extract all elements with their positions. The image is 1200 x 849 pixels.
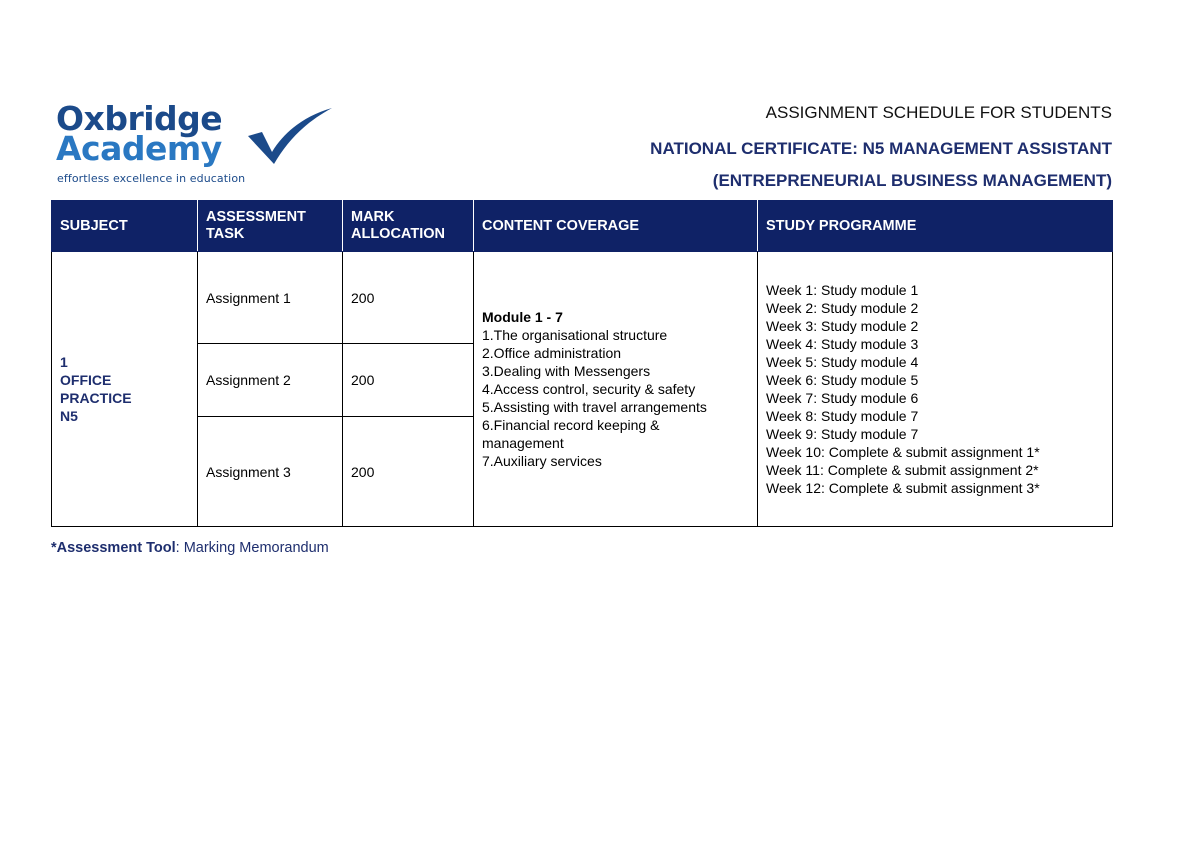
module-range-title: Module 1 - 7 (482, 309, 563, 325)
programme-week: Week 5: Study module 4 (766, 354, 919, 370)
assignment-marks-3: 200 (343, 417, 474, 527)
programme-week: Week 12: Complete & submit assignment 3* (766, 480, 1040, 496)
column-header-mark-allocation: MARK ALLOCATION (343, 201, 474, 252)
certificate-title: NATIONAL CERTIFICATE: N5 MANAGEMENT ASSISTANT (650, 139, 1112, 158)
subject-number: 1 (60, 354, 68, 370)
column-header-subject: SUBJECT (52, 201, 198, 252)
programme-week: Week 8: Study module 7 (766, 408, 919, 424)
module-item: 7.Auxiliary services (482, 453, 602, 469)
study-programme-cell (758, 252, 1113, 527)
assessment-tool-note (51, 540, 329, 556)
programme-week: Week 10: Complete & submit assignment 1* (766, 444, 1040, 460)
subject-cell (52, 252, 198, 527)
logo-tagline: effortless excellence in education (57, 172, 246, 185)
subject-level: N5 (60, 408, 78, 424)
table-row (52, 252, 1113, 344)
module-item: management (482, 435, 564, 451)
subject-name-line1: OFFICE (60, 372, 112, 388)
logo-wordmark-line2: Academy (56, 129, 222, 168)
programme-week: Week 9: Study module 7 (766, 426, 919, 442)
logo-wordmark-line1: Oxbridge (56, 99, 223, 138)
module-item: 3.Dealing with Messengers (482, 363, 651, 379)
assignment-task-2: Assignment 2 (198, 344, 343, 417)
programme-week: Week 3: Study module 2 (766, 318, 919, 334)
assignment-marks-1: 200 (343, 252, 474, 344)
programme-title: (ENTREPRENEURIAL BUSINESS MANAGEMENT) (712, 171, 1112, 190)
programme-week: Week 2: Study module 2 (766, 300, 919, 316)
column-header-content-coverage: CONTENT COVERAGE (474, 201, 758, 252)
programme-week: Week 11: Complete & submit assignment 2* (766, 462, 1039, 478)
assignment-task-1: Assignment 1 (198, 252, 343, 344)
programme-week: Week 7: Study module 6 (766, 390, 919, 406)
module-item: 4.Access control, security & safety (482, 381, 696, 397)
module-item: 6.Financial record keeping & (482, 417, 660, 433)
module-item: 1.The organisational structure (482, 327, 668, 343)
table-header-row (52, 201, 1113, 252)
column-header-study-programme: STUDY PROGRAMME (758, 201, 1113, 252)
checkmark-icon (244, 106, 334, 166)
assignment-schedule-table (51, 200, 1113, 527)
assessment-tool-label: *Assessment Tool (51, 540, 176, 556)
assignment-task-3: Assignment 3 (198, 417, 343, 527)
programme-week: Week 1: Study module 1 (766, 282, 919, 298)
programme-week: Week 4: Study module 3 (766, 336, 919, 352)
document-title: ASSIGNMENT SCHEDULE FOR STUDENTS (765, 103, 1112, 122)
assignment-marks-2: 200 (343, 344, 474, 417)
module-item: 2.Office administration (482, 345, 622, 361)
module-item: 5.Assisting with travel arrangements (482, 399, 707, 415)
assessment-tool-value: : Marking Memorandum (175, 540, 329, 556)
subject-name-line2: PRACTICE (60, 390, 132, 406)
content-coverage-cell (474, 252, 758, 527)
column-header-assessment-task: ASSESSMENT TASK (198, 201, 343, 252)
oxbridge-academy-logo (52, 98, 292, 190)
programme-week: Week 6: Study module 5 (766, 372, 919, 388)
